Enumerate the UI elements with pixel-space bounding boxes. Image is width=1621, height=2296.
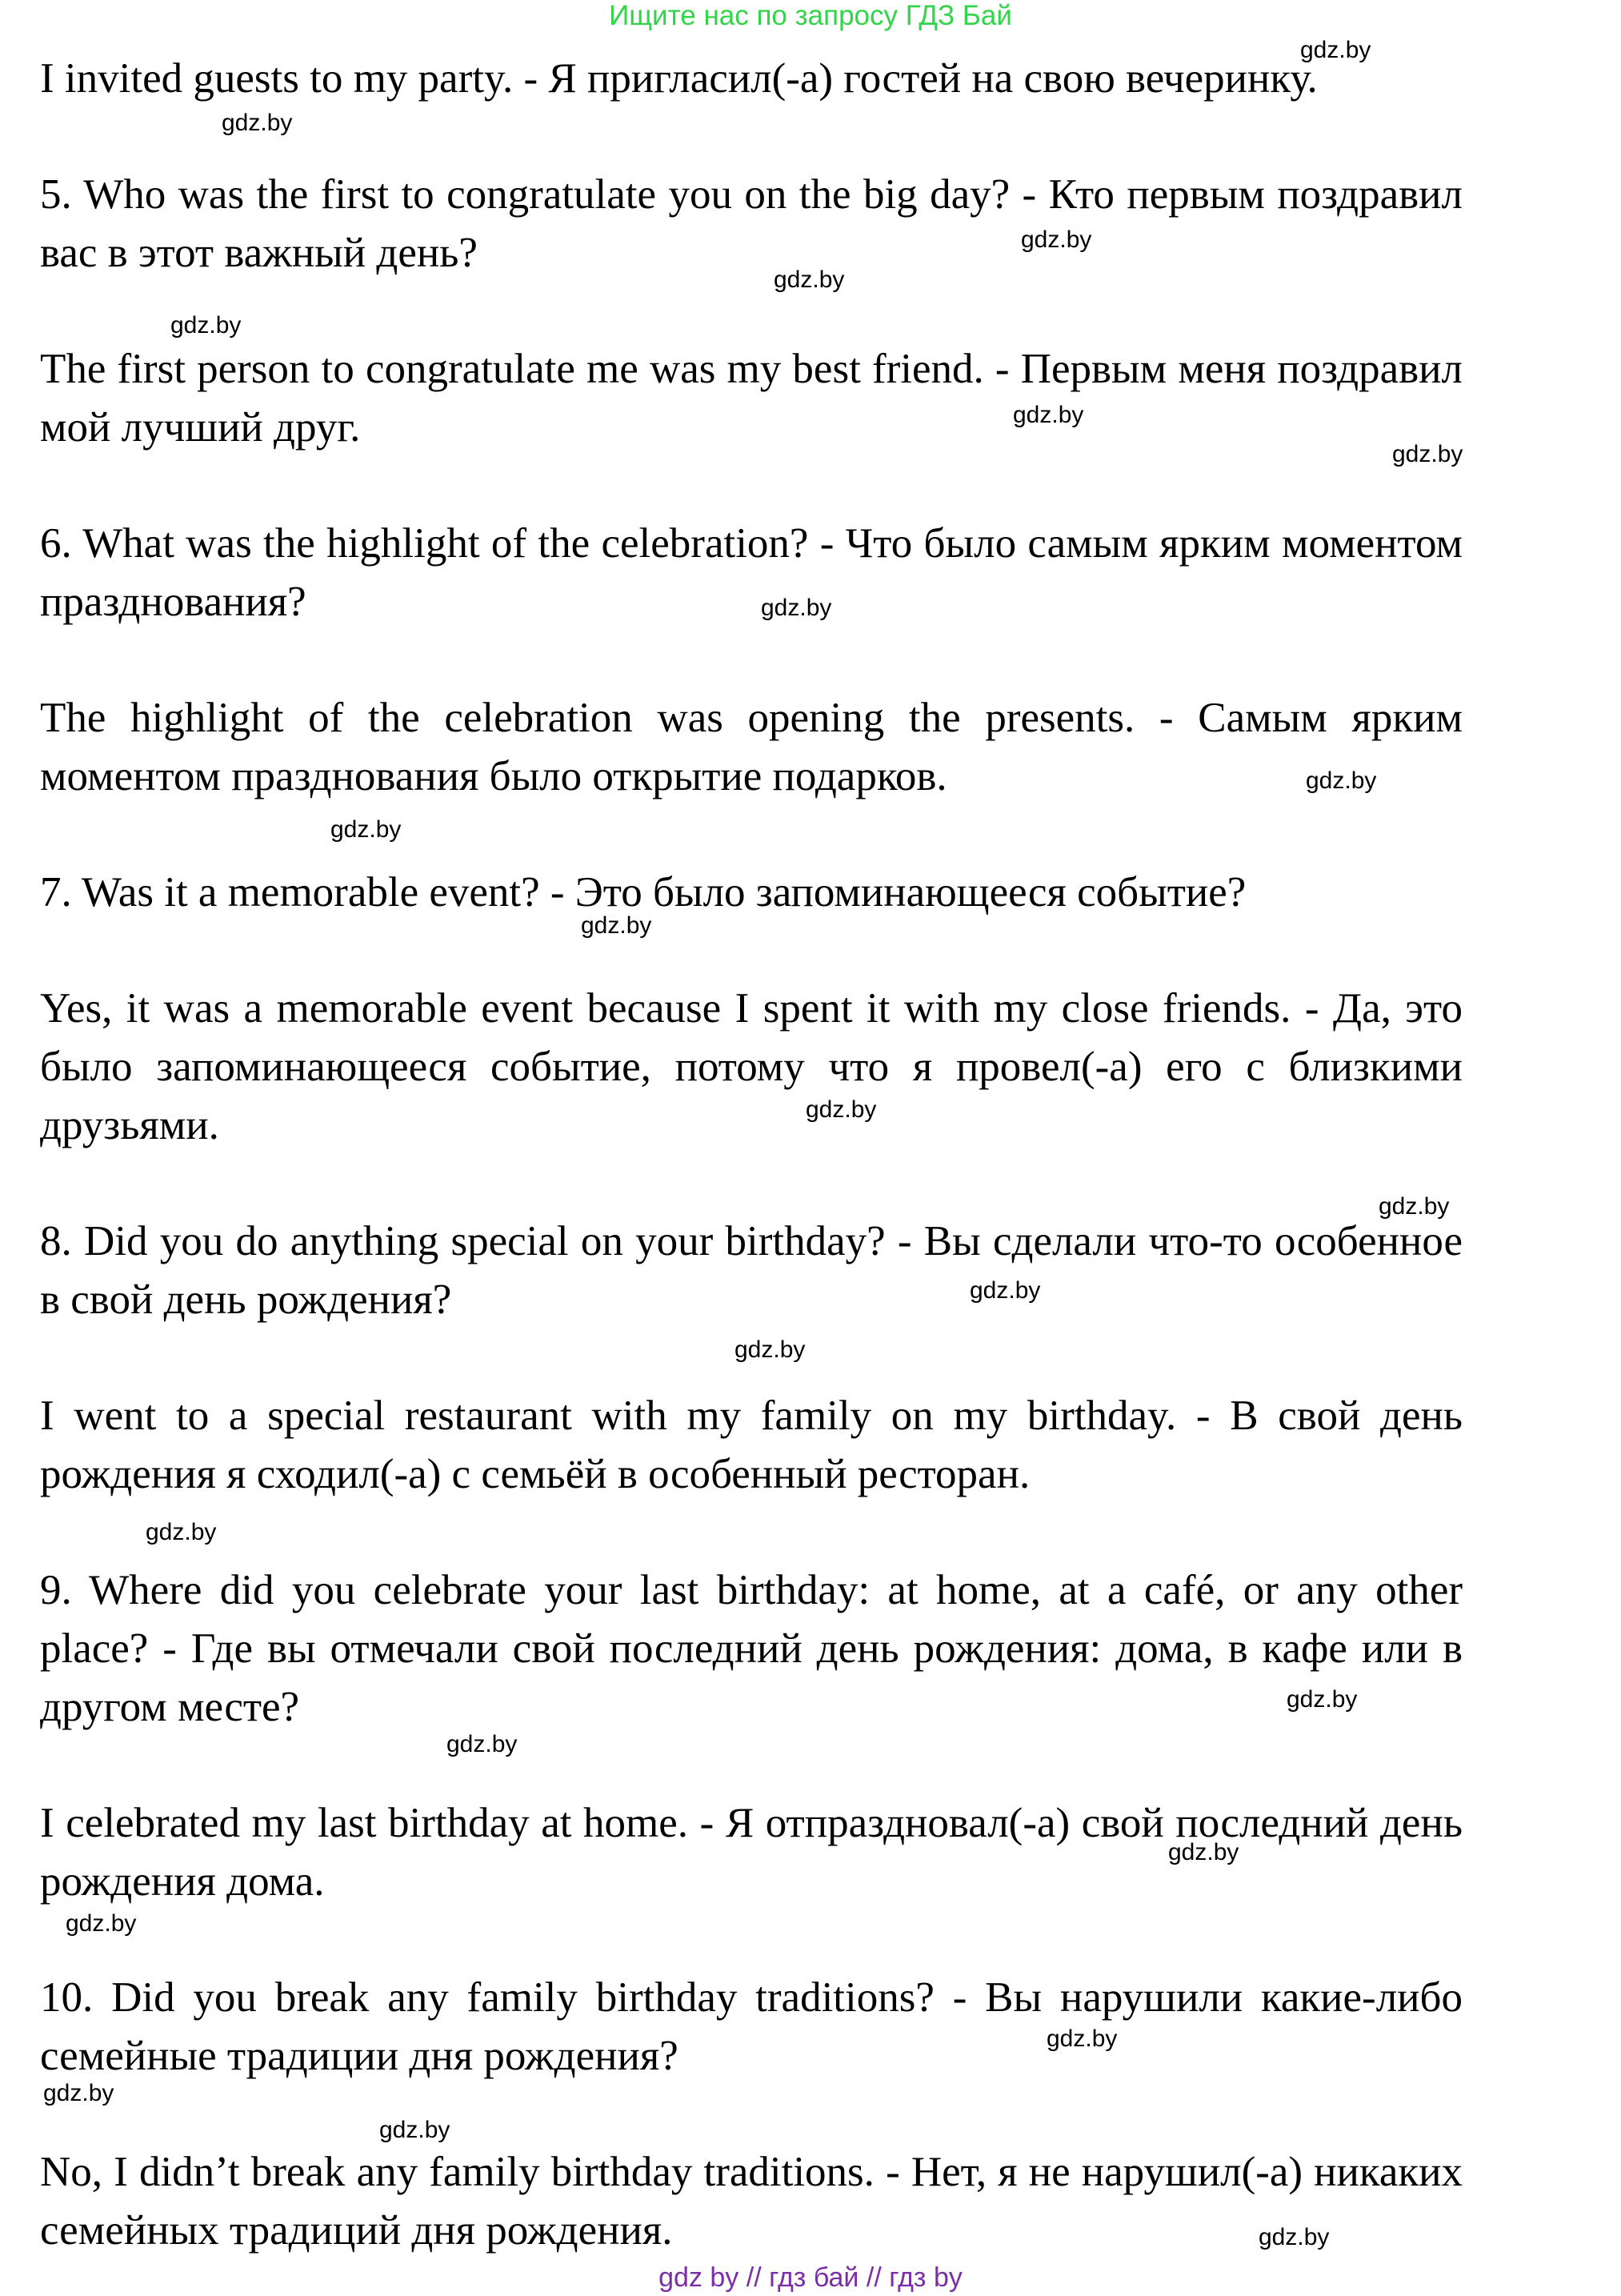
- watermark: gdz.by: [1287, 1686, 1358, 1713]
- watermark: gdz.by: [66, 1910, 137, 1937]
- answer-8: I went to a special restaurant with my family on my birthday. - В свой день рождения я сходил(-а) с семьёй в особенный ресторан.: [40, 1392, 1463, 1497]
- answer-9: I celebrated my last birthday at home. - Я отпраздновал(-а) свой последний день рождения дома.: [40, 1800, 1463, 1905]
- watermark: gdz.by: [970, 1277, 1041, 1304]
- watermark: gdz.by: [761, 595, 832, 621]
- question-5: 5. Who was the first to congratulate you on the big day? - Кто первым поздравил вас в этот важный день?: [40, 171, 1463, 276]
- watermark: gdz.by: [1379, 1193, 1450, 1220]
- answer-6: The highlight of the celebration was opening the presents. - Самым ярким моментом празднования было открытие подарков.: [40, 695, 1463, 799]
- watermark: gdz.by: [1047, 2026, 1118, 2052]
- question-8: 8. Did you do anything special on your birthday? - Вы сделали что-то особенное в свой день рождения?: [40, 1218, 1463, 1323]
- watermark: gdz.by: [1168, 1839, 1239, 1865]
- answer-5: The first person to congratulate me was my best friend. - Первым меня поздравил мой лучший друг.: [40, 346, 1463, 451]
- question-6: 6. What was the highlight of the celebration? - Что было самым ярким моментом празднования?: [40, 520, 1463, 625]
- watermark: gdz.by: [1300, 37, 1371, 63]
- search-hint: Ищите нас по запросу ГДЗ Бай: [609, 0, 1012, 31]
- watermark: gdz.by: [806, 1096, 877, 1123]
- answer-4: I invited guests to my party. - Я пригласил(-а) гостей на свою вечеринку.: [40, 55, 1318, 102]
- watermark: gdz.by: [330, 816, 402, 843]
- question-10: 10. Did you break any family birthday traditions? - Вы нарушили какие-либо семейные традиции дня рождения?: [40, 1974, 1463, 2079]
- watermark: gdz.by: [774, 266, 845, 293]
- footer-links[interactable]: gdz by // гдз бай // гдз by: [658, 2262, 963, 2293]
- watermark: gdz.by: [1392, 441, 1463, 467]
- watermark: gdz.by: [146, 1519, 217, 1545]
- question-9: 9. Where did you celebrate your last birthday: at home, at a café, or any other place? - Где вы отмечали свой последний день рождения: дома, в кафе или в другом месте?: [40, 1567, 1463, 1730]
- watermark: gdz.by: [1259, 2224, 1330, 2250]
- question-7: 7. Was it a memorable event? - Это было запоминающееся событие?: [40, 869, 1247, 916]
- watermark: gdz.by: [1013, 402, 1084, 428]
- watermark: gdz.by: [170, 312, 242, 339]
- answer-7: Yes, it was a memorable event because I spent it with my close friends. - Да, это было запоминающееся событие, потому что я провел(-а) его с близкими друзьями.: [40, 985, 1463, 1148]
- watermark: gdz.by: [379, 2117, 450, 2143]
- answer-10: No, I didn’t break any family birthday traditions. - Нет, я не нарушил(-а) никаких семейных традиций дня рождения.: [40, 2149, 1463, 2254]
- watermark: gdz.by: [446, 1731, 518, 1757]
- watermark: gdz.by: [43, 2080, 114, 2106]
- watermark: gdz.by: [1306, 767, 1377, 794]
- watermark: gdz.by: [581, 912, 652, 939]
- watermark: gdz.by: [222, 110, 293, 136]
- watermark: gdz.by: [1021, 226, 1092, 253]
- watermark: gdz.by: [734, 1336, 806, 1363]
